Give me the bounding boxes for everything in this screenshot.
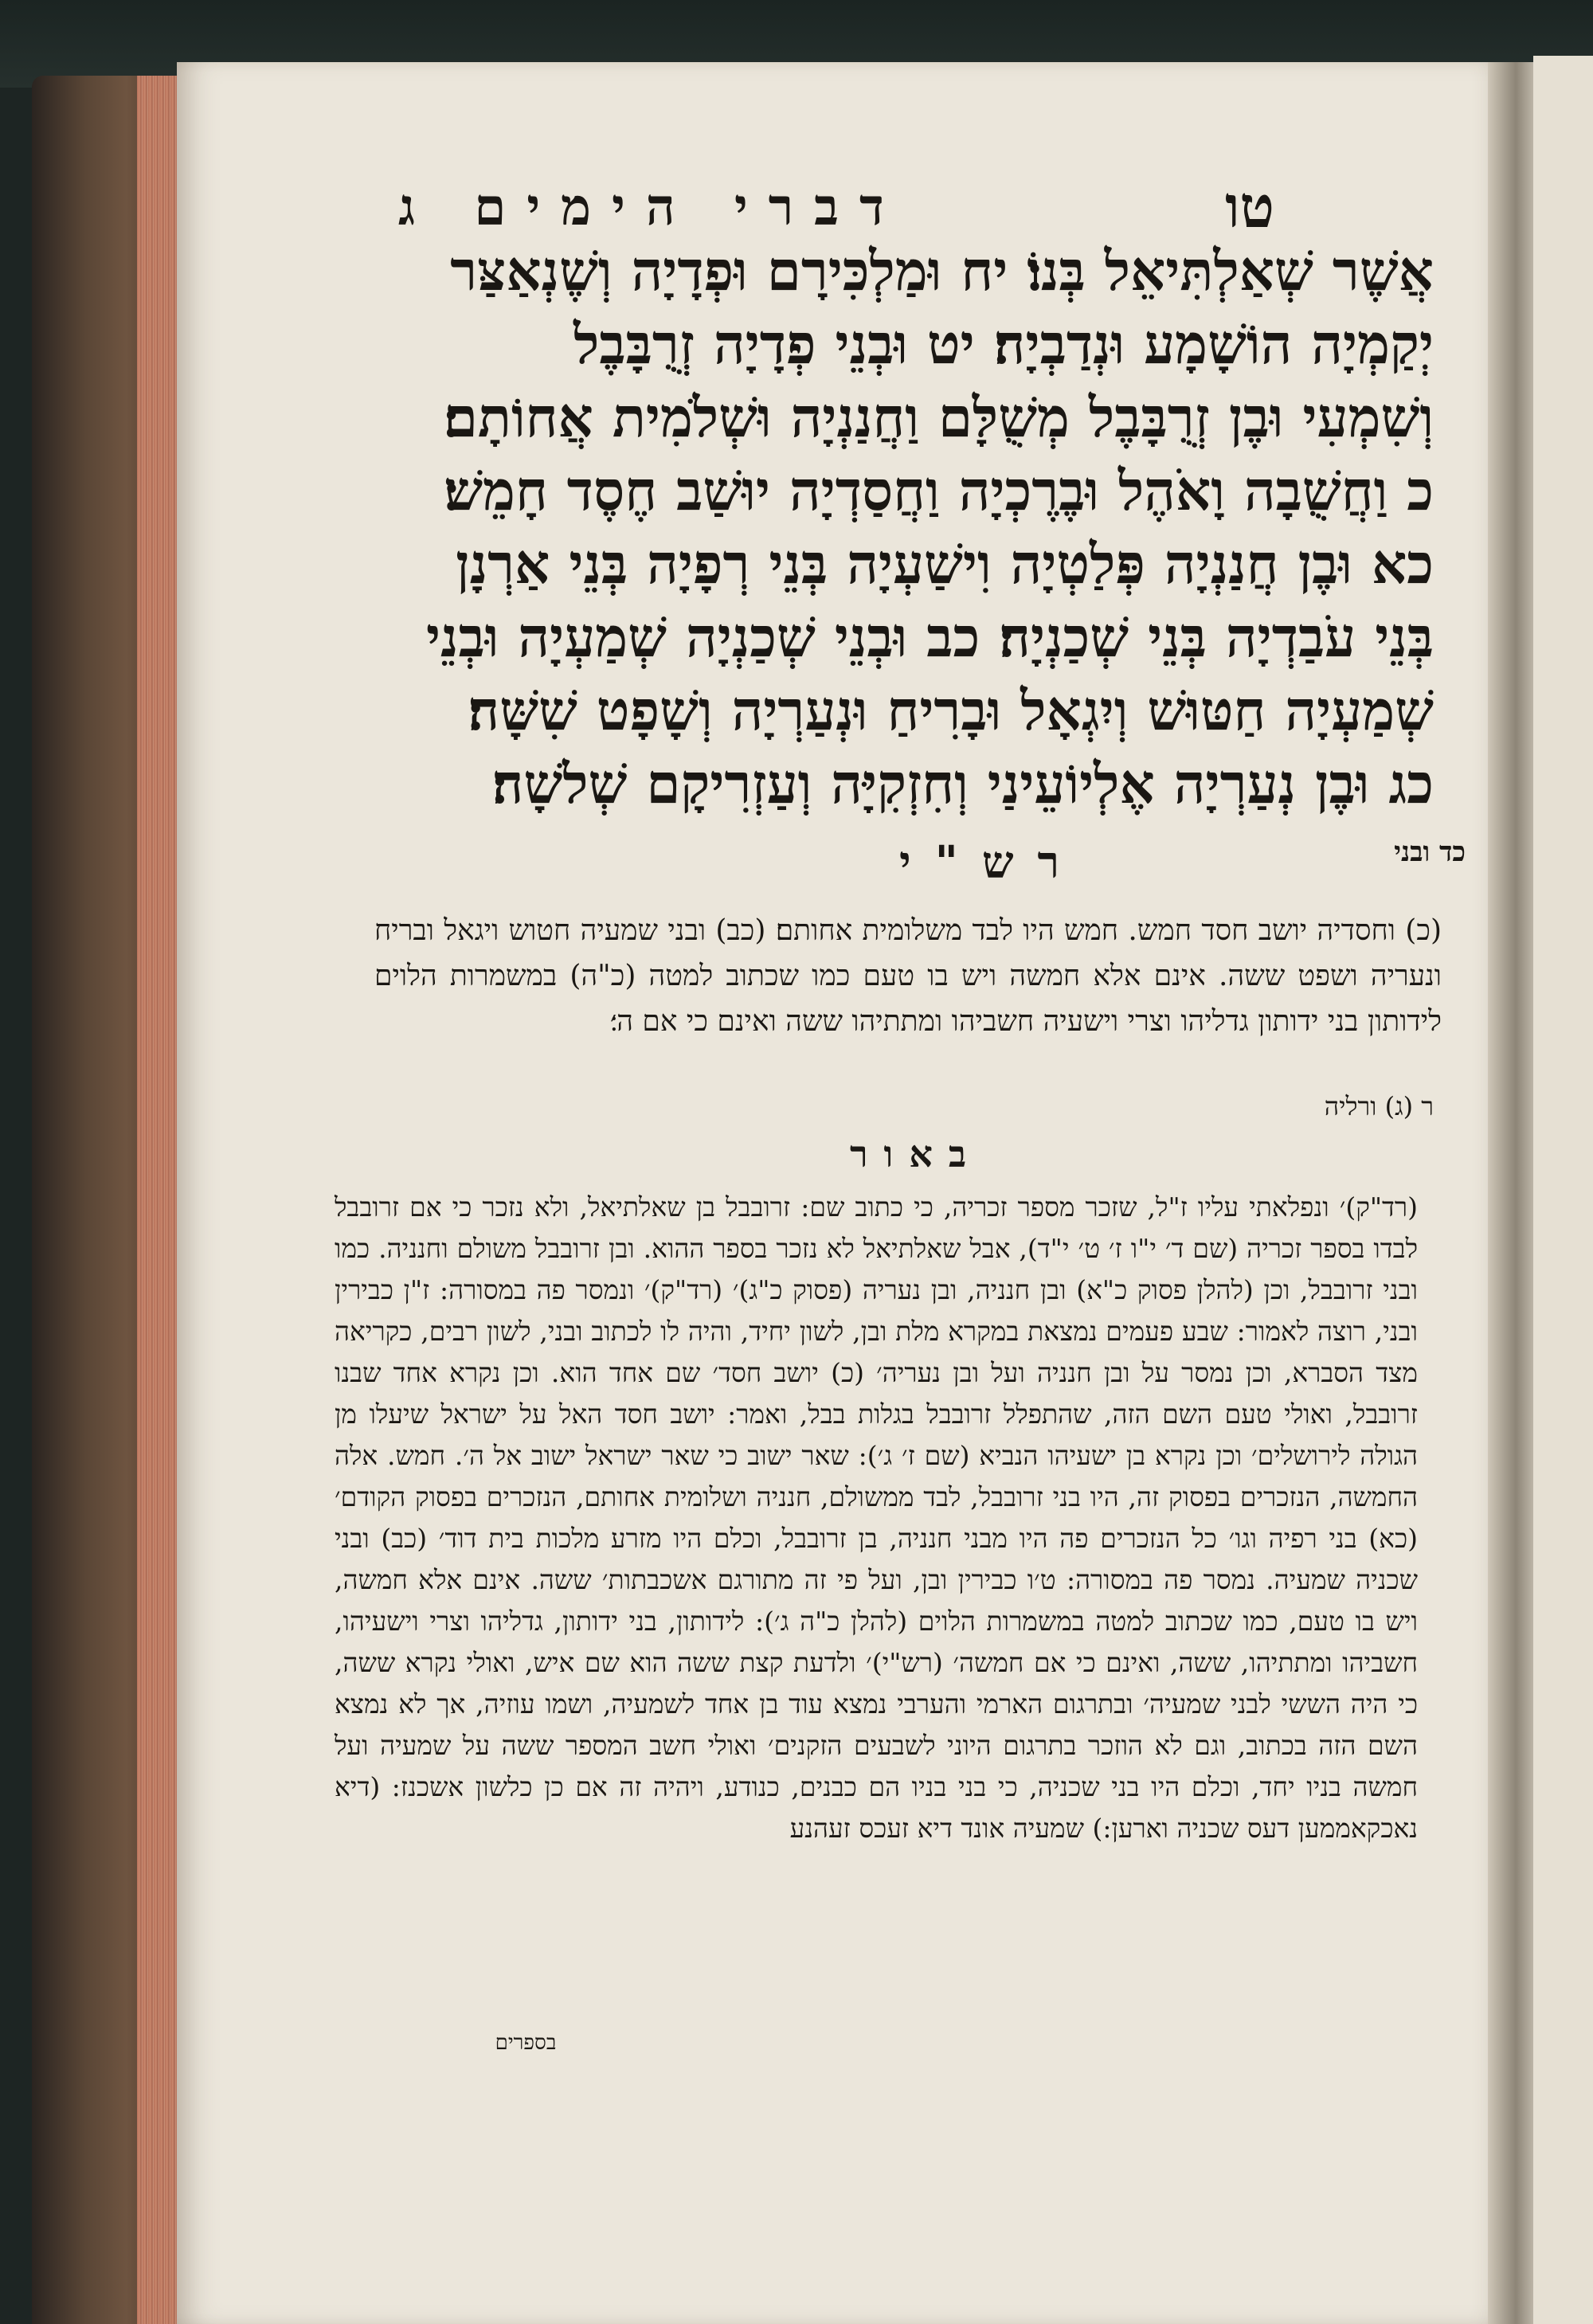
rashi-heading-row <box>430 836 1466 892</box>
verse-line: בְּנֵי עֹבַדְיָה בְּנֵי שְׁכַנְיָה׃ כב וּבְנֵי שְׁכַנְיָה שְׁמַעְיָה וּבְנֵי <box>425 605 1434 670</box>
verse-line: יְקַמְיָה הוֹשָׁמָע וּנְדַבְיָה׃ יט וּבְנֵי פְדָיָה זְרֻבָּבֶל <box>573 312 1434 377</box>
verse-line: שְׁמַעְיָה חַטּוּשׁ וְיִגְאָל וּבָרִיחַ וּנְעַרְיָה וְשָׁפָט שִׁשָּׁה׃ <box>468 679 1434 743</box>
catchword-top: כד ובני <box>1394 836 1466 868</box>
signature-mark: ר (ג) ורליה <box>1324 1091 1434 1121</box>
rashi-title: רש"י <box>898 836 1083 889</box>
verse-line: כג וּבֶן נְעַרְיָה אֶלְיוֹעֵינַי וְחִזְקִיָּה וְעַזְרִיקָם שְׁלשָׁה׃ <box>491 752 1434 816</box>
page-number: טו <box>1225 173 1274 241</box>
verse-line: וְשִׁמְעִי וּבֶן זְרֻבָּבֶל מְשֻׁלָּם וַחֲנַנְיָה וּשְׁלֹמִית אֲחוֹתָם׃ <box>443 385 1434 450</box>
facing-page-edge <box>1533 56 1593 2324</box>
scripture-verses <box>382 235 1434 821</box>
verse-line: אֲשֶׁר שְׁאַלְתִּיאֵל בְּנוֹ׃ יח וּמַלְכִּירָם וּפְדָיָה וְשֶׁנְאַצַּר <box>450 239 1434 303</box>
running-title: דברי הימים ג <box>398 177 905 237</box>
verse-line: כ וַחֲשֻׁבָה וָאֹהֶל וּבֶרֶכְיָה וַחֲסַדְיָה יוּשַׁב חֶסֶד חָמֵשׁ׃ <box>444 459 1434 523</box>
catchword-bottom: בספרים <box>495 2031 557 2055</box>
biur-commentary: (רד"ק)׳ ונפלאתי עליו ז"ל, שזכר מספר זכריה, כי כתוב שם: זרובבל בן שאלתיאל, ולא נזכר כי אם זרובבל לבדו בספר זכריה (שם ד׳ י"ו ז׳ ט׳ י"ד), אבל שאלתיאל לא נזכר בספר ההוא. ובן זרובבל משולם וחנניה. כמו ובני זרובבל, וכן (להלן פסוק כ"א) ובן חנניה, ובן נעריה (פסוק כ"ג)׳ (רד"ק)׳ ונמסר פה במסורה: ז"ן כבירין ובני, רוצה לאמור: שבע פעמים נמצאת במקרא מלת ובן, לשון יחיד, והיה לו לכתוב ובני, לשון רבים, כקריאה מצד הסברא, וכן נמסר על ובן חנניה ועל ובן נעריה׳ (כ) יושב חסד׳ שם אחד הוא. וכן נקרא אחד שבנו זרובבל, ואולי טעם השם הזה, שהתפלל זרובבל בגלות בבל, ואמר: יושב חסד האל על ישראל שיעלו מן הגולה לירושלים׳ וכן נקרא בן ישעיהו הנביא (שם ז׳ ג׳): שאר ישוב כי שאר ישראל ישוב אל ה׳. חמש. אלה החמשה, הנזכרים בפסוק זה, היו בני זרובבל, לבד ממשולם, חנניה ושלומית אחותם, הנזכרים בפסוק הקודם׳ (כא) בני רפיה וגו׳ כל הנזכרים פה היו מבני חנניה, בן זרובבל, וכלם היו מזרע מלכות בית דוד׳ (כב) ובני שכניה שמעיה. נמסר פה במסורה: ט׳ו כבירין ובן, ועל פי זה מתורגם אשכבתות׳ ששה. אינם אלא חמשה, ויש בו טעם, כמו שכתוב למטה במשמרות הלוים (להלן כ"ה ג׳): לידותון, בני ידותון, גדליהו וצרי וישעיהו, חשביהו ומתתיהו, ששה, ואינם כי אם חמשה׳ (רש"י)׳ ולדעת קצת ששה הוא שם איש, ואולי נקרא ששה, כי היה הששי לבני שמעיה׳ ובתרגום הארמי והערבי נמצא עוד בן אחד לשמעיה, ושמו עוזיה, אך לא נמצא השם הזה בכתוב, וגם לא הוזכר בתרגום היוני לשבעים הזקנים׳ ואולי חשב המספר ששה על שמעיה ועל חמשה בניו יחד, וכלם היו בני שכניה, כי בני בניו הם כבנים, כנודע, ויהיה זה אם כן כלשון אשכנז: (דיא נאכקאממען דעס שכניה וארען:) שמעיה אונד דיא זעכס זעהנע <box>335 1191 1418 1844</box>
verse-line: כא וּבֶן חֲנַנְיָה פְּלַטְיָה וִישַׁעְיָה בְּנֵי רְפָיָה בְּנֵי אַרְנָן <box>456 532 1434 597</box>
biur-title: באור <box>849 1133 983 1176</box>
rashi-commentary: (כ) וחסדיה יושב חסד חמש. חמש היו לבד משלומית אחותם׃ (כב) ובני שמעיה חטוש ויגאל ובריח ונעריה ושפט ששה. אינם אלא חמשה ויש בו טעם כמו שכתוב למטה (כ"ה) במשמרות הלוים לידותון בני ידותון גדליהו וצרי וישעיה חשביהו ומתתיהו ששה ואינם כי אם ה׳׃ <box>374 914 1442 1038</box>
